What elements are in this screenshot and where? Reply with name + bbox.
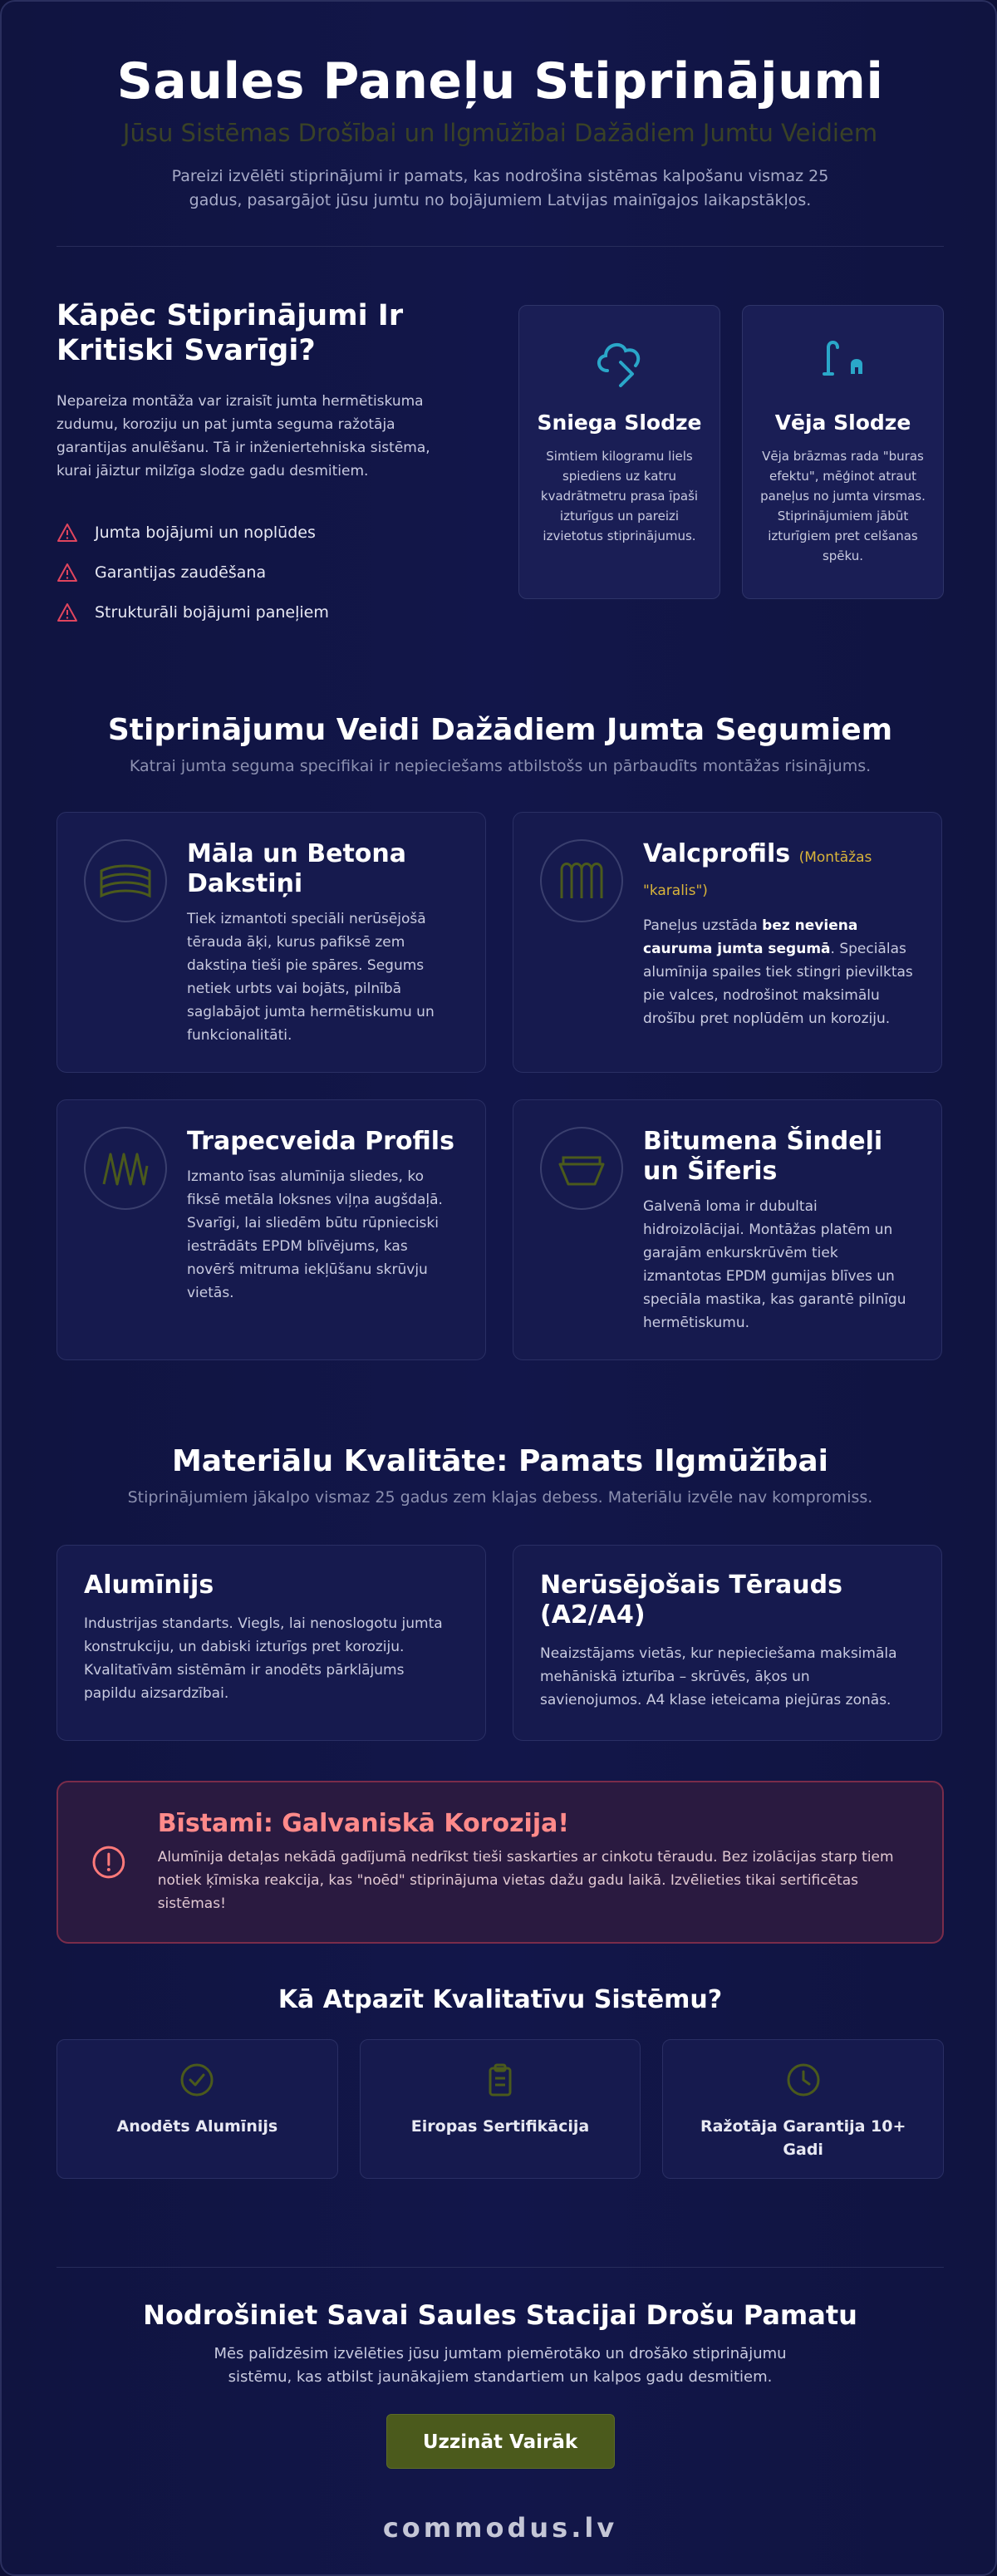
warning-text: Alumīnija detaļas nekādā gadījumā nedrīkst tieši saskarties ar cinkotu tēraudu. Bez izolācijas starp tiem notiek ķīmiska reakcija, kas "noēd" stiprinājuma vietas dažu gadu laikā. Izvēlieties tikai sertificētas sistēmas!: [157, 1849, 894, 1912]
roof-card-title: Valcprofils (Montāžas "karalis"): [643, 839, 872, 899]
section-title: Materiālu Kvalitāte: Pamats Ilgmūžībai: [171, 1444, 829, 1478]
hero: [56, 2, 944, 213]
cta-title: Nodrošiniet Savai Saules Stacijai Drošu Pamatu: [143, 2299, 857, 2331]
sign-card: [56, 2039, 338, 2179]
roof-card-standing-seam: [513, 812, 942, 1073]
roof-card-shingles: [513, 1099, 942, 1360]
roof-card-title: Bitumena Šindeļi un Šiferis: [643, 1127, 883, 1186]
material-text: Industrijas standarts. Viegls, lai nenoslogotu jumta konstrukciju, un dabiski izturīgs pret koroziju. Kvalitatīvām sistēmām ir anodēts pārklājums papildu aizsardzībai.: [84, 1615, 443, 1702]
list-item: [56, 592, 464, 632]
standing-seam-icon: [540, 839, 623, 922]
roof-types-grid: [56, 812, 944, 1360]
material-card-steel: [513, 1545, 942, 1741]
risk-label: Jumta bojājumi un noplūdes: [95, 524, 316, 542]
clipboard-icon: [482, 2062, 518, 2098]
load-card-snow: [518, 305, 720, 599]
risk-label: Garantijas zaudēšana: [95, 563, 267, 582]
load-card-wind: [742, 305, 944, 599]
warning-title: Bīstami: Galvaniskā Korozija!: [157, 1809, 570, 1838]
roof-types-header: [56, 712, 944, 775]
roof-card-text: Galvenā loma ir dubultai hidroizolācijai. Montāžas platēm un garajām enkurskrūvēm tiek izmantotas EPDM gumijas blīves un speciāla mastika, kas garantē pilnīgu hermētiskumu.: [643, 1198, 906, 1331]
sign-label: Ražotāja Garantija 10+ Gadi: [700, 2117, 906, 2159]
list-item: [56, 513, 464, 553]
why-title: Kāpēc Stiprinājumi Ir Kritiski Svarīgi?: [56, 299, 404, 367]
why-text: [56, 298, 464, 632]
roof-card-trapezoid: [56, 1099, 486, 1360]
material-title: Alumīnijs: [84, 1571, 214, 1600]
risk-list: [56, 513, 464, 632]
page-content: [2, 2, 997, 2544]
roof-card-tiles: [56, 812, 486, 1073]
why-section: [56, 298, 944, 632]
clock-icon: [785, 2062, 822, 2098]
section-subtitle: Stiprinājumiem jākalpo vismaz 25 gadus zem klajas debess. Materiālu izvēle nav kompromiss.: [127, 1488, 873, 1507]
roof-tiles-icon: [84, 839, 167, 922]
material-title: Nerūsējošais Tērauds (A2/A4): [540, 1571, 842, 1630]
section-title: Stiprinājumu Veidi Dažādiem Jumta Segumiem: [107, 713, 893, 747]
materials-header: [56, 1443, 944, 1507]
cta-section: [56, 2299, 944, 2544]
page-title: Saules Paneļu Stiprinājumi: [116, 52, 884, 111]
divider: [56, 246, 944, 247]
shingles-icon: [540, 1127, 623, 1210]
load-card-title: Vēja Slodze: [774, 410, 911, 435]
check-circle-icon: [179, 2062, 215, 2098]
page-subtitle: Jūsu Sistēmas Drošībai un Ilgmūžībai Dažādiem Jumtu Veidiem: [122, 119, 878, 147]
sign-label: Eiropas Sertifikācija: [410, 2117, 590, 2136]
warning-triangle-icon: [56, 523, 78, 543]
roof-card-title: Māla un Betona Dakstiņi: [187, 839, 406, 898]
warning-triangle-icon: [56, 563, 78, 583]
roof-card-title: Trapecveida Profils: [187, 1127, 454, 1156]
material-card-aluminium: [56, 1545, 486, 1741]
sign-card: [662, 2039, 944, 2179]
list-item: [56, 553, 464, 592]
risk-label: Strukturāli bojājumi paneļiem: [95, 603, 329, 622]
load-cards: [518, 305, 944, 632]
material-text: Neaizstājams vietās, kur nepieciešama maksimāla mehāniskā izturība – skrūvēs, āķos un savienojumos. A4 klase ieteicama piejūras zonās.: [540, 1645, 897, 1708]
hero-lead: Pareizi izvēlēti stiprinājumi ir pamats, kas nodrošina sistēmas kalpošanu vismaz 25 gadus, pasargājot jūsu jumtu no bojājumiem Latvijas mainīgajos laikapstākļos.: [171, 167, 829, 209]
load-card-text: Simtiem kilogramu liels spiediens uz katru kvadrātmetru prasa īpaši izturīgus un pareizi izvietotus stiprinājumus.: [540, 449, 699, 543]
why-description: Nepareiza montāža var izraisīt jumta hermētiskuma zudumu, koroziju un pat jumta seguma ražotāja garantijas anulēšanu. Tā ir inženiertehniska sistēma, kurai jāiztur milzīga slodze gadu desmitiem.: [56, 393, 430, 479]
roof-card-note: (Montāžas "karalis"): [643, 849, 872, 899]
brand-logo[interactable]: commodus.lv: [382, 2512, 618, 2544]
sign-label: Anodēts Alumīnijs: [116, 2117, 278, 2136]
trapezoid-profile-icon: [84, 1127, 167, 1210]
learn-more-button[interactable]: Uzzināt Vairāk: [386, 2414, 615, 2469]
signs-title: Kā Atpazīt Kvalitatīvu Sistēmu?: [277, 1985, 723, 2014]
load-card-title: Sniega Slodze: [537, 410, 702, 435]
roof-card-text: Izmanto īsas alumīnija sliedes, ko fiksē metāla loksnes viļņa augšdaļā. Svarīgi, lai sliedēm būtu rūpnieciski iestrādāts EPDM blīvējums, kas novērš mitruma iekļūšanu skrūvju vietās.: [187, 1168, 443, 1301]
sign-card: [360, 2039, 641, 2179]
section-subtitle: Katrai jumta seguma specifikai ir nepieciešams atbilstošs un pārbaudīts montāžas risinājums.: [129, 757, 872, 775]
cloud-snow-icon: [591, 332, 649, 387]
roof-card-text: Tiek izmantoti speciāli nerūsējošā tērauda āķi, kurus pafiksē zem dakstiņa tieši pie spāres. Segums netiek urbts vai bojāts, pilnībā saglabājot jumta hermētiskumu un funkcionalitāti.: [187, 911, 435, 1044]
wind-icon: [814, 332, 872, 387]
materials-grid: [56, 1545, 944, 1741]
load-card-text: Vēja brāzmas rada "buras efektu", mēģinot atraut paneļus no jumta virsmas. Stiprinājumiem jābūt izturīgiem pret celšanas spēku.: [760, 449, 926, 563]
quality-signs: [56, 2039, 944, 2179]
cta-text: Mēs palīdzēsim izvēlēties jūsu jumtam piemērotāko un drošāko stiprinājumu sistēmu, kas atbilst jaunākajiem standartiem un kalpos gadu desmitiem.: [214, 2345, 787, 2386]
alert-circle-icon: [91, 1827, 126, 1897]
warning-triangle-icon: [56, 602, 78, 622]
divider: [56, 2267, 944, 2268]
roof-card-text: Paneļus uzstāda bez neviena cauruma jumta segumā. Speciālas alumīnija spailes tiek stingri pievilktas pie valces, nodrošinot maksimālu drošību pret noplūdēm un koroziju.: [643, 917, 913, 1027]
corrosion-warning: [56, 1781, 944, 1944]
